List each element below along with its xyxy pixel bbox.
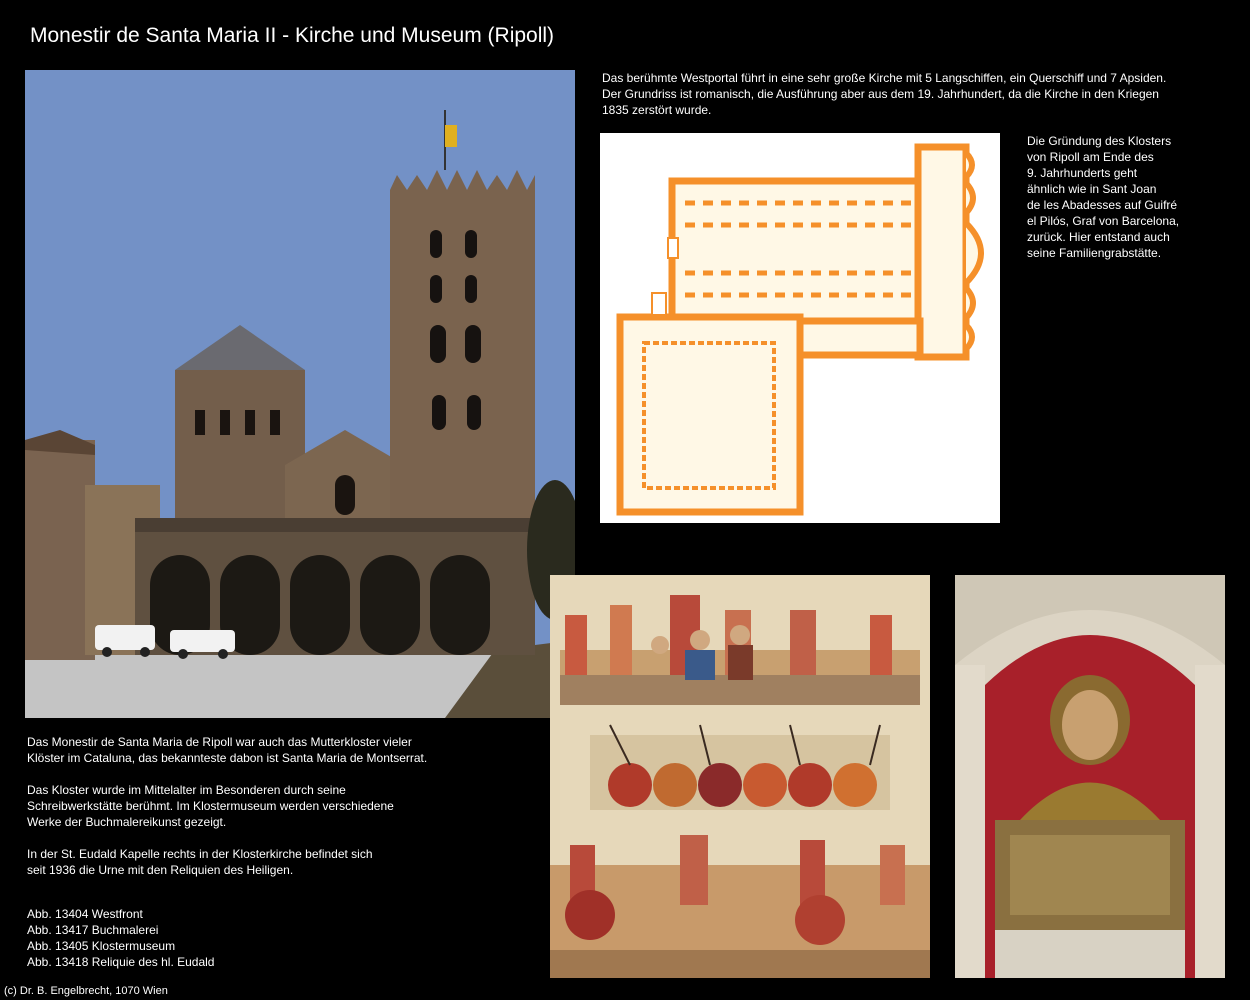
description-line: Klöster im Cataluna, das bekannteste dabon ist Santa Maria de Montserrat. <box>27 751 428 765</box>
westfront-photo <box>25 70 575 718</box>
founding-line: Die Gründung des Klosters <box>1027 134 1172 148</box>
figure-reference: Abb. 13404 Westfront <box>27 907 143 921</box>
founding-line: de les Abadesses auf Guifré <box>1027 198 1178 212</box>
description-line: Das Monestir de Santa Maria de Ripoll war auch das Mutterkloster vieler <box>27 735 412 749</box>
page-title: Monestir de Santa Maria II - Kirche und Museum (Ripoll) <box>30 24 555 47</box>
description-paragraph <box>27 782 467 830</box>
description-paragraph <box>27 846 467 878</box>
intro-line: Der Grundriss ist romanisch, die Ausführung aber aus dem 19. Jahrhundert, da die Kirche in den Kriegen <box>602 87 1159 101</box>
description-line: Schreibwerkstätte berühmt. Im Klostermuseum werden verschiedene <box>27 799 394 813</box>
reliquary-photo <box>955 575 1225 978</box>
figure-references <box>27 906 327 970</box>
figure-reference: Abb. 13405 Klostermuseum <box>27 939 176 953</box>
description-paragraph <box>27 734 467 766</box>
intro-text <box>602 70 1212 118</box>
founding-line: zurück. Hier entstand auch <box>1027 230 1170 244</box>
founding-line: seine Familiengrabstätte. <box>1027 246 1162 260</box>
figure-reference: Abb. 13417 Buchmalerei <box>27 923 159 937</box>
description-line: seit 1936 die Urne mit den Reliquien des Heiligen. <box>27 863 294 877</box>
founding-text <box>1027 133 1197 261</box>
figure-reference: Abb. 13418 Reliquie des hl. Eudald <box>27 955 215 969</box>
manuscript-photo <box>550 575 930 978</box>
founding-line: von Ripoll am Ende des <box>1027 150 1154 164</box>
description-text <box>27 734 467 894</box>
floor-plan <box>600 133 1000 523</box>
description-line: In der St. Eudald Kapelle rechts in der Klosterkirche befindet sich <box>27 847 373 861</box>
copyright-notice: (c) Dr. B. Engelbrecht, 1070 Wien <box>4 985 168 997</box>
description-line: Das Kloster wurde im Mittelalter im Besonderen durch seine <box>27 783 346 797</box>
founding-line: ähnlich wie in Sant Joan <box>1027 182 1157 196</box>
founding-line: 9. Jahrhunderts geht <box>1027 166 1138 180</box>
intro-line: 1835 zerstört wurde. <box>602 103 712 117</box>
founding-line: el Pilós, Graf von Barcelona, <box>1027 214 1180 228</box>
description-line: Werke der Buchmalereikunst gezeigt. <box>27 815 227 829</box>
intro-line: Das berühmte Westportal führt in eine sehr große Kirche mit 5 Langschiffen, ein Querschiff und 7 Apsiden. <box>602 71 1167 85</box>
